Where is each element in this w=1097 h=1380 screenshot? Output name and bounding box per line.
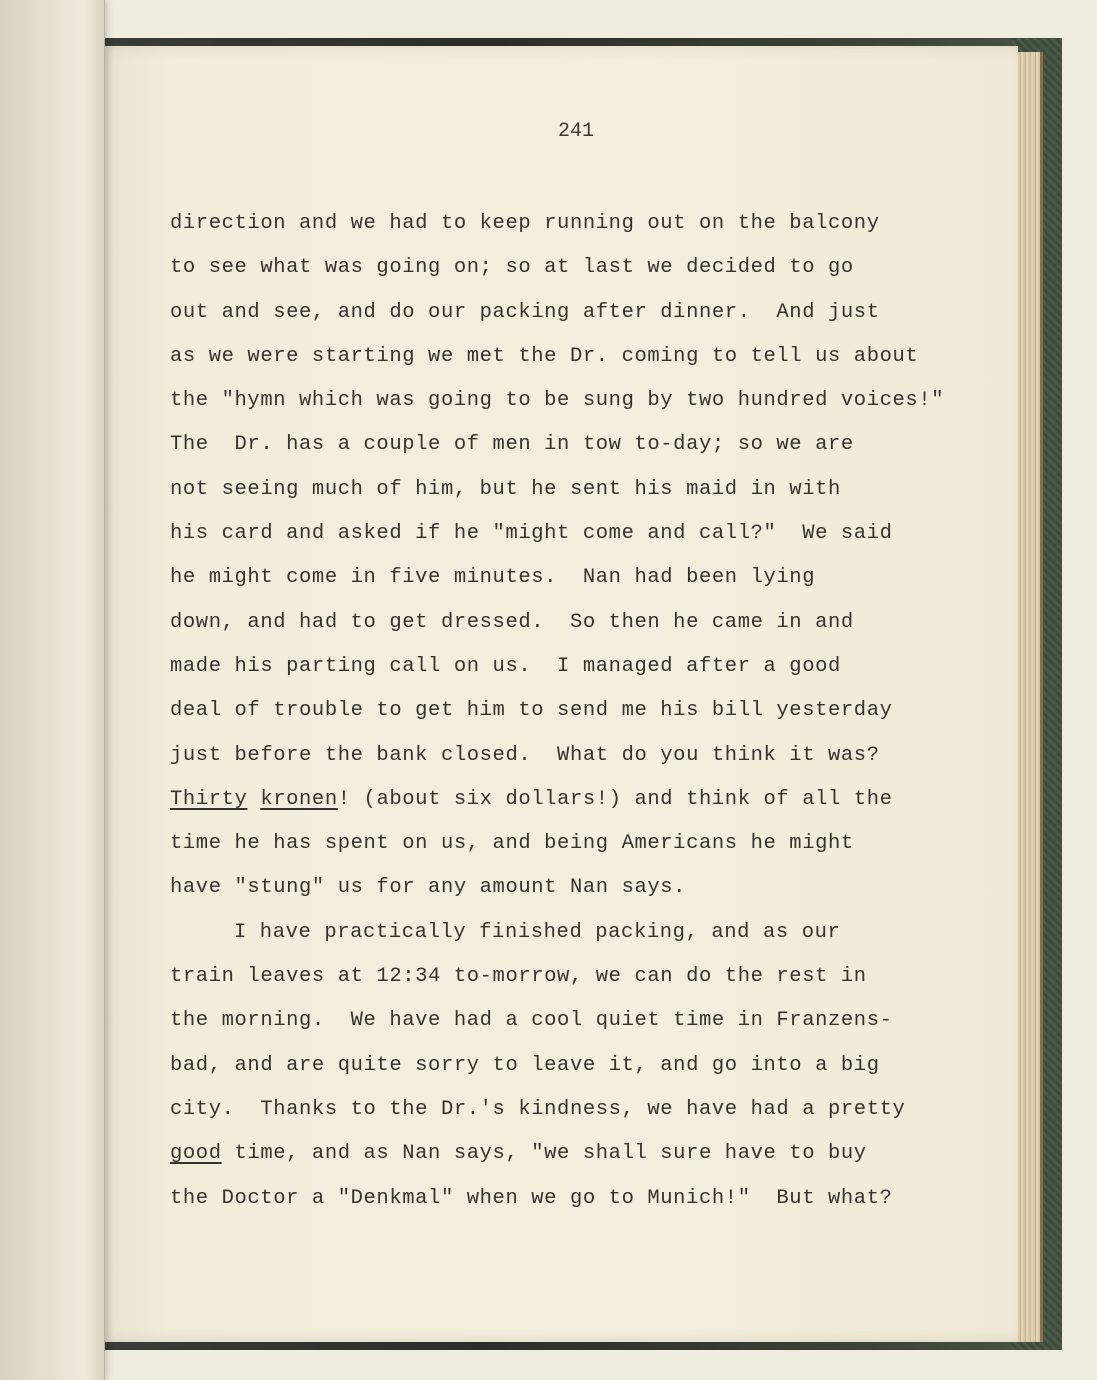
text-line: not seeing much of him, but he sent his maid in with — [170, 477, 841, 501]
text-line: Thirty kronen! (about six dollars!) and think of all the — [170, 787, 893, 811]
text-line: out and see, and do our packing after dinner. And just — [170, 300, 880, 324]
text-line: down, and had to get dressed. So then he came in and — [170, 610, 854, 634]
text-line: train leaves at 12:34 to-morrow, we can do the rest in — [170, 965, 867, 989]
text-line: city. Thanks to the Dr.'s kindness, we have had a pretty — [170, 1097, 906, 1121]
text-line: bad, and are quite sorry to leave it, and go into a big — [170, 1053, 880, 1077]
page-number: 241 — [557, 120, 594, 143]
text-line: good time, and as Nan says, "we shall sure have to buy — [170, 1142, 867, 1166]
text-line: his card and asked if he "might come and call?" We said — [170, 522, 893, 546]
underlined-word: kronen — [260, 787, 338, 811]
text-line: direction and we had to keep running out on the balcony — [170, 212, 880, 235]
text-line: as we were starting we met the Dr. coming to tell us about — [170, 344, 919, 368]
text-line: The Dr. has a couple of men in tow to-day; so we are — [170, 433, 854, 457]
text-line: have "stung" us for any amount Nan says. — [170, 876, 687, 900]
text-line: deal of trouble to get him to send me his bill yesterday — [170, 699, 893, 723]
text-line: made his parting call on us. I managed after a good — [170, 654, 841, 678]
underlined-word: good — [170, 1142, 222, 1166]
page-text — [170, 202, 1010, 1221]
underlined-word: Thirty — [170, 787, 248, 811]
left-page-edge — [0, 0, 105, 1380]
text-line: to see what was going on; so at last we decided to go — [170, 256, 854, 280]
text-line: he might come in five minutes. Nan had been lying — [170, 566, 816, 590]
text-line: time he has spent on us, and being Americans he might — [170, 832, 854, 856]
text-line: the Doctor a "Denkmal" when we go to Munich!" But what? — [170, 1186, 893, 1210]
text-line: the "hymn which was going to be sung by two hundred voices!" — [170, 389, 945, 413]
text-line: the morning. We have had a cool quiet time in Franzens- — [170, 1009, 893, 1033]
typed-page — [100, 46, 1018, 1342]
paragraph-start-line: I have practically finished packing, and as our — [234, 920, 841, 944]
text-line: just before the bank closed. What do you think it was? — [170, 743, 880, 767]
